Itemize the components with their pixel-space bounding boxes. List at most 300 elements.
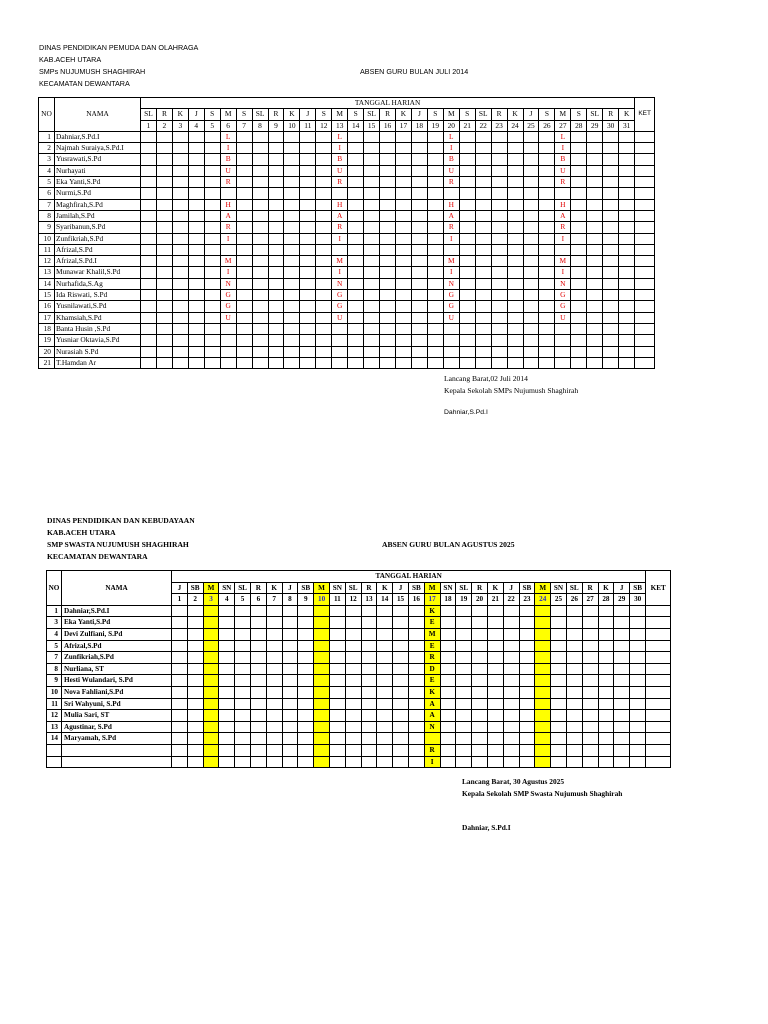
attendance-cell (377, 640, 393, 652)
attendance-cell (364, 346, 380, 357)
attendance-cell (187, 710, 203, 722)
table-row (47, 640, 671, 652)
holiday-mark: A (555, 210, 571, 221)
table-row (47, 710, 671, 722)
attendance-cell (408, 698, 424, 710)
attendance-cell (598, 710, 614, 722)
attendance-cell (284, 346, 300, 357)
attendance-cell (300, 290, 316, 301)
attendance-cell (187, 698, 203, 710)
attendance-cell (236, 177, 252, 188)
attendance-cell (266, 733, 282, 745)
attendance-cell (364, 357, 380, 368)
day-name: R (582, 582, 598, 594)
holiday-mark: M (332, 256, 348, 267)
attendance-cell (187, 605, 203, 617)
attendance-cell (519, 710, 535, 722)
attendance-cell (187, 617, 203, 629)
attendance-cell (503, 710, 519, 722)
attendance-cell (188, 267, 204, 278)
attendance-cell (329, 663, 345, 675)
attendance-cell (587, 312, 603, 323)
holiday-mark: B (220, 154, 236, 165)
attendance-cell (539, 335, 555, 346)
attendance-cell (377, 617, 393, 629)
ket-cell (635, 188, 655, 199)
holiday-mark: L (555, 131, 571, 142)
attendance-cell (250, 605, 266, 617)
attendance-cell (456, 698, 472, 710)
table-row (47, 733, 671, 745)
attendance-cell (519, 744, 535, 756)
attendance-cell (380, 323, 396, 334)
date-number: 20 (472, 594, 488, 606)
holiday-mark: A (332, 210, 348, 221)
date-number: 9 (298, 594, 314, 606)
attendance-cell (300, 199, 316, 210)
doc2-header-line-4: KECAMATAN DEWANTARA (47, 552, 148, 561)
attendance-cell (523, 188, 539, 199)
attendance-cell (571, 165, 587, 176)
attendance-cell (459, 278, 475, 289)
holiday-mark: I (332, 143, 348, 154)
attendance-cell (345, 663, 361, 675)
attendance-cell (348, 256, 364, 267)
attendance-cell (329, 710, 345, 722)
attendance-cell (440, 675, 456, 687)
attendance-cell (582, 663, 598, 675)
attendance-cell (188, 278, 204, 289)
holiday-mark (332, 346, 348, 357)
attendance-cell (519, 617, 535, 629)
attendance-cell (396, 154, 412, 165)
table-row (47, 756, 671, 768)
day-name: SB (187, 582, 203, 594)
attendance-cell (252, 131, 268, 142)
day-name: K (266, 582, 282, 594)
table-row (47, 628, 671, 640)
attendance-cell (298, 733, 314, 745)
attendance-cell (316, 210, 332, 221)
day-name: K (396, 109, 412, 120)
attendance-cell (204, 244, 220, 255)
attendance-cell (219, 652, 235, 664)
date-number: 18 (440, 594, 456, 606)
attendance-cell (364, 210, 380, 221)
attendance-cell (459, 357, 475, 368)
sunday-cell (203, 710, 219, 722)
attendance-cell (487, 721, 503, 733)
attendance-cell (475, 290, 491, 301)
attendance-cell (219, 663, 235, 675)
attendance-cell (440, 640, 456, 652)
ket-cell (646, 744, 671, 756)
attendance-cell (614, 640, 630, 652)
attendance-cell (172, 663, 188, 675)
attendance-cell (472, 733, 488, 745)
ket-cell (635, 131, 655, 142)
sunday-cell (314, 617, 330, 629)
attendance-cell (491, 222, 507, 233)
row-no: 7 (39, 199, 55, 210)
attendance-cell (284, 278, 300, 289)
attendance-cell (619, 222, 635, 233)
attendance-cell (440, 605, 456, 617)
attendance-cell (236, 346, 252, 357)
attendance-cell (316, 177, 332, 188)
attendance-cell (188, 244, 204, 255)
attendance-cell (329, 675, 345, 687)
table-row (47, 617, 671, 629)
ket-cell (646, 733, 671, 745)
attendance-cell (456, 652, 472, 664)
attendance-cell (603, 199, 619, 210)
date-number: 28 (598, 594, 614, 606)
attendance-cell (316, 188, 332, 199)
attendance-cell (456, 710, 472, 722)
attendance-cell (582, 698, 598, 710)
attendance-cell (603, 233, 619, 244)
attendance-cell (411, 165, 427, 176)
attendance-cell (551, 721, 567, 733)
attendance-cell (172, 188, 188, 199)
attendance-cell (252, 143, 268, 154)
date-number: 3 (203, 594, 219, 606)
teacher-name: Munawar Khalil,S.Pd (55, 267, 141, 278)
attendance-cell (316, 312, 332, 323)
attendance-cell (539, 346, 555, 357)
attendance-cell (539, 357, 555, 368)
attendance-cell (456, 663, 472, 675)
attendance-cell (250, 663, 266, 675)
attendance-cell (252, 290, 268, 301)
attendance-cell (204, 278, 220, 289)
attendance-cell (587, 177, 603, 188)
holiday-mark (555, 188, 571, 199)
ket-cell (635, 222, 655, 233)
attendance-cell (539, 290, 555, 301)
attendance-cell (284, 199, 300, 210)
attendance-cell (614, 698, 630, 710)
header-no: NO (47, 571, 62, 606)
attendance-cell (475, 301, 491, 312)
row-no: 10 (39, 233, 55, 244)
date-number: 10 (284, 120, 300, 131)
attendance-cell (491, 267, 507, 278)
day-name: R (361, 582, 377, 594)
attendance-cell (587, 323, 603, 334)
attendance-cell (364, 143, 380, 154)
attendance-cell (614, 721, 630, 733)
attendance-cell (571, 210, 587, 221)
holiday-mark: G (443, 290, 459, 301)
attendance-cell (587, 290, 603, 301)
attendance-cell (619, 312, 635, 323)
holiday-mark: N (555, 278, 571, 289)
attendance-cell (236, 143, 252, 154)
attendance-cell (571, 290, 587, 301)
holiday-mark: R (220, 177, 236, 188)
attendance-cell (380, 131, 396, 142)
attendance-cell (472, 617, 488, 629)
attendance-cell (519, 698, 535, 710)
attendance-cell (172, 335, 188, 346)
row-no: 1 (39, 131, 55, 142)
attendance-cell (396, 177, 412, 188)
attendance-cell (187, 756, 203, 768)
attendance-cell (566, 686, 582, 698)
holiday-mark (555, 323, 571, 334)
attendance-cell (603, 267, 619, 278)
attendance-cell (300, 143, 316, 154)
holiday-mark: R (332, 177, 348, 188)
row-no (47, 744, 62, 756)
attendance-cell (300, 177, 316, 188)
teacher-name: Yusniar Oktavia,S.Pd (55, 335, 141, 346)
attendance-cell (204, 335, 220, 346)
attendance-cell (523, 278, 539, 289)
table-row (47, 744, 671, 756)
table-row (39, 301, 655, 312)
attendance-cell (188, 357, 204, 368)
teacher-name (62, 756, 172, 768)
attendance-cell (141, 323, 157, 334)
sunday-cell (203, 721, 219, 733)
attendance-cell (598, 686, 614, 698)
attendance-cell (361, 733, 377, 745)
attendance-cell (427, 267, 443, 278)
teacher-name: Khamsiah,S.Pd (55, 312, 141, 323)
attendance-cell (427, 143, 443, 154)
attendance-cell (235, 640, 251, 652)
attendance-cell (268, 143, 284, 154)
attendance-cell (364, 165, 380, 176)
row-no: 2 (39, 143, 55, 154)
attendance-cell (411, 154, 427, 165)
row-no: 11 (39, 244, 55, 255)
attendance-cell (348, 323, 364, 334)
row-no: 1 (47, 605, 62, 617)
attendance-cell (377, 698, 393, 710)
attendance-cell (361, 686, 377, 698)
attendance-cell (329, 605, 345, 617)
attendance-cell (440, 721, 456, 733)
day-name: S (316, 109, 332, 120)
attendance-cell (411, 199, 427, 210)
attendance-cell (316, 131, 332, 142)
attendance-cell (236, 357, 252, 368)
attendance-cell (348, 222, 364, 233)
attendance-cell (268, 244, 284, 255)
attendance-cell (300, 312, 316, 323)
attendance-cell (172, 721, 188, 733)
holiday-mark: R (555, 177, 571, 188)
attendance-cell (571, 154, 587, 165)
attendance-cell (250, 698, 266, 710)
attendance-cell (204, 346, 220, 357)
date-number: 8 (282, 594, 298, 606)
attendance-cell (551, 605, 567, 617)
attendance-cell (361, 756, 377, 768)
attendance-cell (459, 323, 475, 334)
attendance-cell (187, 640, 203, 652)
attendance-cell (348, 165, 364, 176)
row-no: 10 (47, 686, 62, 698)
merdeka-mark: I (424, 756, 440, 768)
attendance-cell (587, 199, 603, 210)
table-row (47, 663, 671, 675)
doc1-title: ABSEN GURU BULAN JULI 2014 (360, 67, 469, 76)
attendance-cell (298, 744, 314, 756)
attendance-cell (411, 233, 427, 244)
attendance-cell (472, 605, 488, 617)
attendance-cell (282, 686, 298, 698)
attendance-cell (187, 744, 203, 756)
attendance-cell (172, 756, 188, 768)
attendance-cell (487, 686, 503, 698)
attendance-cell (172, 617, 188, 629)
doc2-header-line-2: KAB.ACEH UTARA (47, 528, 116, 537)
attendance-cell (507, 199, 523, 210)
attendance-cell (268, 301, 284, 312)
attendance-cell (503, 698, 519, 710)
holiday-mark: I (220, 233, 236, 244)
attendance-cell (459, 233, 475, 244)
attendance-cell (300, 301, 316, 312)
attendance-cell (348, 154, 364, 165)
attendance-cell (348, 357, 364, 368)
day-name: R (491, 109, 507, 120)
attendance-cell (551, 675, 567, 687)
sunday-cell (535, 710, 551, 722)
day-name: R (380, 109, 396, 120)
attendance-cell (236, 244, 252, 255)
attendance-cell (411, 222, 427, 233)
ket-cell (635, 312, 655, 323)
holiday-mark: B (555, 154, 571, 165)
teacher-name: Yusrawati,S.Pd (55, 154, 141, 165)
row-no: 11 (47, 698, 62, 710)
ket-cell (635, 301, 655, 312)
attendance-cell (523, 290, 539, 301)
sunday-cell (535, 628, 551, 640)
attendance-cell (172, 278, 188, 289)
table-row (39, 210, 655, 221)
attendance-cell (188, 143, 204, 154)
attendance-cell (475, 233, 491, 244)
attendance-cell (566, 721, 582, 733)
attendance-cell (408, 756, 424, 768)
attendance-cell (619, 267, 635, 278)
attendance-cell (619, 290, 635, 301)
attendance-cell (156, 233, 172, 244)
ket-cell (646, 663, 671, 675)
attendance-cell (519, 640, 535, 652)
sunday-cell (203, 605, 219, 617)
attendance-cell (361, 628, 377, 640)
attendance-cell (282, 698, 298, 710)
attendance-cell (475, 335, 491, 346)
attendance-cell (472, 721, 488, 733)
attendance-cell (503, 617, 519, 629)
day-name: S (204, 109, 220, 120)
attendance-cell (284, 233, 300, 244)
attendance-cell (566, 756, 582, 768)
attendance-cell (614, 756, 630, 768)
attendance-cell (345, 698, 361, 710)
day-name: M (443, 109, 459, 120)
attendance-cell (587, 346, 603, 357)
attendance-cell (268, 188, 284, 199)
attendance-cell (316, 244, 332, 255)
attendance-cell (475, 222, 491, 233)
attendance-cell (361, 698, 377, 710)
sunday-cell (203, 652, 219, 664)
attendance-cell (316, 154, 332, 165)
attendance-cell (380, 278, 396, 289)
attendance-cell (236, 312, 252, 323)
attendance-cell (172, 346, 188, 357)
row-no: 14 (39, 278, 55, 289)
attendance-cell (551, 756, 567, 768)
attendance-cell (475, 267, 491, 278)
attendance-cell (156, 267, 172, 278)
sunday-cell (535, 686, 551, 698)
header-ket: KET (646, 571, 671, 606)
attendance-cell (377, 733, 393, 745)
ket-cell (646, 698, 671, 710)
ket-cell (646, 640, 671, 652)
attendance-cell (156, 335, 172, 346)
holiday-mark: I (443, 267, 459, 278)
attendance-cell (236, 222, 252, 233)
ket-cell (646, 617, 671, 629)
attendance-cell (380, 312, 396, 323)
row-no: 3 (39, 154, 55, 165)
attendance-cell (141, 131, 157, 142)
attendance-cell (268, 233, 284, 244)
attendance-cell (396, 357, 412, 368)
attendance-cell (380, 244, 396, 255)
holiday-mark (220, 335, 236, 346)
attendance-cell (503, 686, 519, 698)
attendance-cell (472, 663, 488, 675)
attendance-cell (472, 675, 488, 687)
holiday-mark: H (332, 199, 348, 210)
attendance-cell (411, 301, 427, 312)
day-name: SL (456, 582, 472, 594)
attendance-cell (172, 210, 188, 221)
attendance-cell (487, 628, 503, 640)
attendance-cell (300, 210, 316, 221)
sunday-cell (203, 756, 219, 768)
attendance-cell (364, 222, 380, 233)
attendance-cell (316, 199, 332, 210)
teacher-name: Eka Yanti,S.Pd (62, 617, 172, 629)
attendance-cell (491, 233, 507, 244)
attendance-cell (156, 312, 172, 323)
day-name: S (427, 109, 443, 120)
doc2-sign-place-date: Lancang Barat, 30 Agustus 2025 (462, 777, 565, 786)
attendance-cell (523, 154, 539, 165)
attendance-cell (364, 256, 380, 267)
row-no: 16 (39, 301, 55, 312)
attendance-cell (630, 744, 646, 756)
attendance-cell (345, 605, 361, 617)
attendance-cell (619, 165, 635, 176)
attendance-cell (268, 278, 284, 289)
attendance-cell (380, 199, 396, 210)
